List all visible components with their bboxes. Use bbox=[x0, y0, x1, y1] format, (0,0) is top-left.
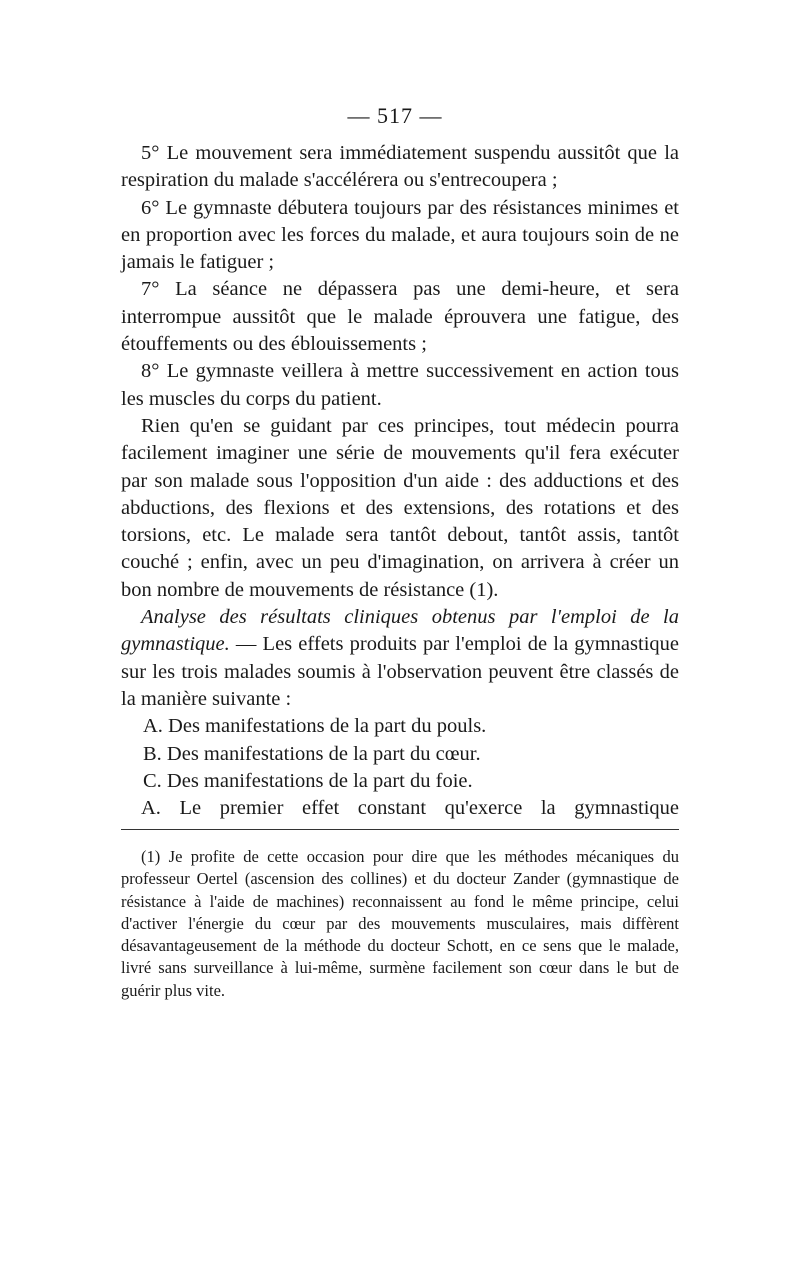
list-item-b: B. Des manifestations de la part du cœur. bbox=[143, 742, 481, 765]
paragraph-principles: Rien qu'en se guidant par ces principes, tout médecin pourra facilement imaginer une série de mouvements qu'il fera exécuter par son malade sous l'opposition d'un aide : des adductions et des abductions, des flexions et des extensions, des rotations et des torsions, etc. Le malade sera tantôt debout, tantôt assis, tantôt couché ; enfin, avec un peu d'imagination, on arrivera à créer un bon nombre de mouvements de résistance (1). bbox=[121, 414, 679, 601]
footnote bbox=[121, 846, 679, 1002]
section-intro-text: — Les effets produits par l'emploi de la gymnastique sur les trois malades soumis à l'observation peuvent être classés de la manière suivante : bbox=[121, 633, 679, 710]
paragraph-continued: A. Le premier effet constant qu'exerce la gymnastique bbox=[141, 797, 679, 820]
main-text bbox=[121, 140, 679, 822]
paragraph-rule-7: 7° La séance ne dépassera pas une demi-heure, et sera interrompue aussitôt que le malade éprouvera une fatigue, des étouffements ou des éblouissements ; bbox=[121, 278, 679, 356]
footnote-divider bbox=[121, 829, 679, 830]
page-number: — 517 — bbox=[347, 103, 443, 128]
list-item-a: A. Des manifestations de la part du pouls. bbox=[143, 715, 487, 738]
list-item-c: C. Des manifestations de la part du foie. bbox=[143, 769, 473, 792]
paragraph-analysis bbox=[121, 604, 679, 713]
paragraph-rule-6: 6° Le gymnaste débutera toujours par des résistances minimes et en proportion avec les forces du malade, et aura toujours soin de ne jamais le fatiguer ; bbox=[121, 196, 679, 274]
paragraph-rule-8: 8° Le gymnaste veillera à mettre successivement en action tous les muscles du corps du patient. bbox=[121, 360, 679, 410]
footnote-text: (1) Je profite de cette occasion pour dire que les méthodes mécaniques du professeur Oertel (ascension des collines) et du docteur Zander (gymnastique de résistance à l'aide de machines) reconnaissent au fond le même principe, celui d'activer l'énergie du cœur par des mouvements musculaires, mais diffèrent désavantageusement de la méthode du docteur Schott, en ce sens que le malade, livré sans surveillance à lui-même, surmène facilement son cœur dans le but de guérir plus vite. bbox=[121, 847, 679, 1000]
section-heading: Analyse des résultats cliniques obtenus par l'emploi de la gymnastique. bbox=[121, 606, 679, 656]
paragraph-rule-5: 5° Le mouvement sera immédiatement suspendu aussitôt que la respiration du malade s'accélérera ou s'entrecoupera ; bbox=[121, 142, 679, 192]
